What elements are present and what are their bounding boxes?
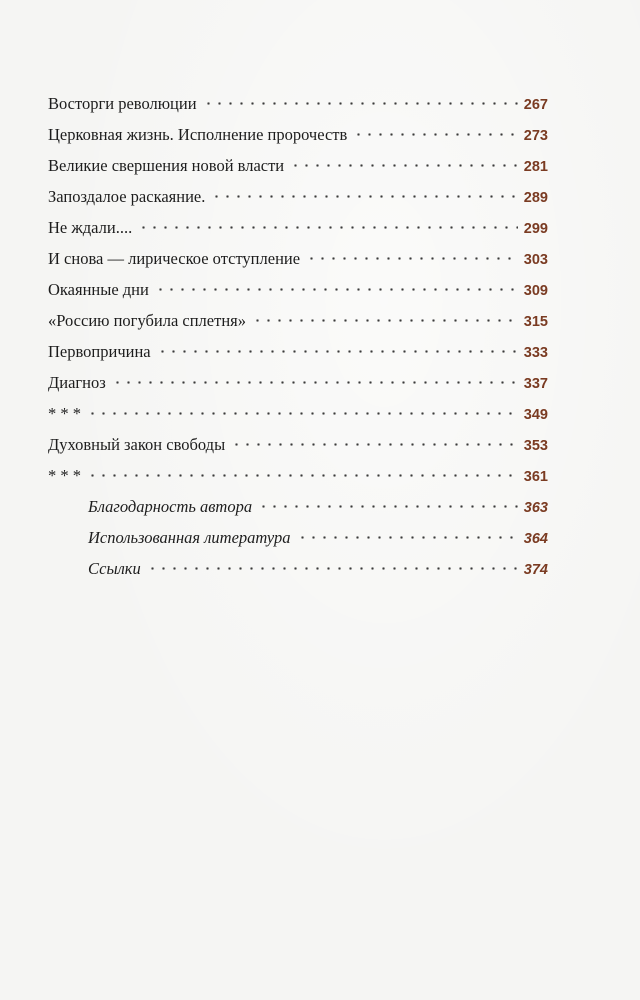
toc-entry-title: Не ждали.... — [48, 218, 133, 237]
toc-appendix-entry — [48, 553, 548, 584]
toc-entry-page: 361 — [523, 469, 548, 485]
toc-entry — [48, 119, 548, 150]
dot-leader — [87, 412, 518, 415]
toc-entry-title: Запоздалое раскаяние. — [48, 187, 206, 206]
toc-entry-page: 303 — [523, 252, 548, 268]
toc-entry-title: Диагноз — [48, 373, 106, 392]
toc-entry-title: Восторги революции — [48, 94, 197, 113]
dot-leader — [203, 102, 518, 105]
toc-entry-page: 337 — [523, 376, 548, 392]
dot-leader — [297, 536, 518, 539]
dot-leader — [147, 567, 518, 570]
toc-entry-title: Окаянные дни — [48, 280, 149, 299]
toc-entry-page: 309 — [523, 283, 548, 299]
toc-entry — [48, 429, 548, 460]
dot-leader — [252, 319, 518, 322]
toc-entry-title: «Россию погубила сплетня» — [48, 311, 246, 330]
toc-entry-page: 289 — [523, 190, 548, 206]
toc-entry-page: 333 — [523, 345, 548, 361]
toc-entry — [48, 460, 548, 491]
toc-entry-title: Духовный закон свободы — [48, 435, 226, 454]
dot-leader — [290, 164, 518, 167]
toc-entry-page: 363 — [523, 500, 548, 516]
toc-entry-page: 267 — [523, 97, 548, 113]
toc-entry-title: * * * — [48, 404, 81, 423]
toc-entry-title: Ссылки — [88, 559, 141, 578]
dot-leader — [211, 195, 517, 198]
toc-entry-title: Великие свершения новой власти — [48, 156, 285, 175]
toc-entry-title: Благодарность автора — [88, 497, 253, 516]
dot-leader — [138, 226, 518, 229]
toc-entry-page: 281 — [523, 159, 548, 175]
toc-appendix-entry — [48, 491, 548, 522]
toc-entry-page: 349 — [523, 407, 548, 423]
toc-entry-page: 374 — [523, 562, 548, 578]
toc-entry — [48, 243, 548, 274]
dot-leader — [231, 443, 518, 446]
toc-entry — [48, 367, 548, 398]
toc-entry — [48, 398, 548, 429]
toc-entry — [48, 274, 548, 305]
table-of-contents — [48, 88, 548, 584]
dot-leader — [112, 381, 518, 384]
dot-leader — [87, 474, 518, 477]
toc-entry — [48, 212, 548, 243]
dot-leader — [258, 505, 518, 508]
dot-leader — [306, 257, 518, 260]
toc-entry-title: И снова — лирическое отступление — [48, 249, 301, 268]
toc-entry — [48, 336, 548, 367]
toc-entry-title: Первопричина — [48, 342, 151, 361]
toc-entry — [48, 305, 548, 336]
toc-entry — [48, 181, 548, 212]
dot-leader — [353, 133, 518, 136]
toc-entry-page: 353 — [523, 438, 548, 454]
toc-entry-title: Использованная литература — [88, 528, 291, 547]
dot-leader — [157, 350, 518, 353]
toc-entry-title: * * * — [48, 466, 81, 485]
toc-entry-page: 273 — [523, 128, 548, 144]
toc-entry-page: 315 — [523, 314, 548, 330]
toc-entry-title: Церковная жизнь. Исполнение пророчеств — [48, 125, 348, 144]
toc-entry — [48, 88, 548, 119]
toc-entry — [48, 150, 548, 181]
dot-leader — [155, 288, 518, 291]
toc-appendix-entry — [48, 522, 548, 553]
toc-entry-page: 364 — [523, 531, 548, 547]
toc-entry-page: 299 — [523, 221, 548, 237]
